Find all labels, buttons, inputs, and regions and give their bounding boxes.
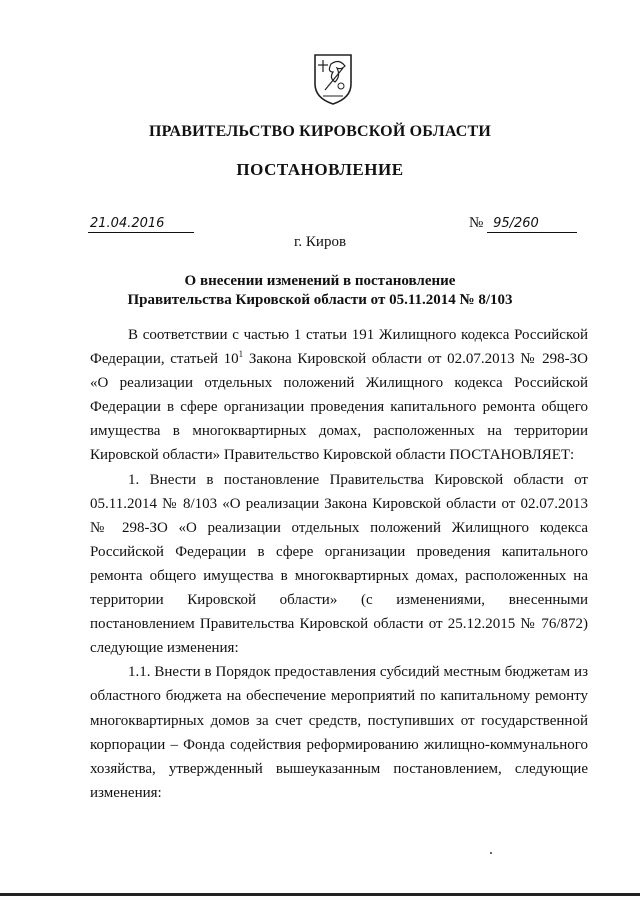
paragraph-3: 1.1. Внести в Порядок предоставления субсидий местным бюджетам из областного бюджета на обеспечение мероприятий по капитальному ремонту многоквартирных домов за счет средств, поступивших от государственной корпорации – Фонда содействия реформированию жилищно-коммунального хозяйства, утвержденный вышеуказанным постановлением, следующие изменения: bbox=[90, 664, 588, 801]
document-type: ПОСТАНОВЛЕНИЕ bbox=[236, 160, 404, 179]
superscript: 1 bbox=[238, 349, 244, 360]
organization-name: ПРАВИТЕЛЬСТВО КИРОВСКОЙ ОБЛАСТИ bbox=[148, 123, 492, 140]
number-sign: № bbox=[469, 215, 484, 231]
document-number-field bbox=[469, 215, 577, 233]
paragraph-2: 1. Внести в постановление Правительства Кировской области от 05.11.2014 № 8/103 «О реализации Закона Кировской области от 02.07.2013 № 298-ЗО «О реализации отдельных положений Жилищного кодекса Российской Федерации в сфере организации проведения капитального ремонта общего имущества в многоквартирных домах, расположенных на территории Кировской области» (с изменениями, внесенными постановлением Правительства Кировской области от 25.12.2015 № 76/872) следующие изменения: bbox=[90, 471, 588, 657]
document-body bbox=[90, 323, 588, 805]
document-title bbox=[0, 272, 640, 310]
paragraph-1 bbox=[90, 323, 588, 468]
paragraph-1-text-a: В соответствии с частью 1 статьи 191 Жилищного кодекса Российской Федерации, статьей 10 bbox=[90, 327, 588, 368]
document-number: 95/260 bbox=[487, 216, 577, 233]
scan-speck bbox=[490, 852, 492, 854]
paragraph-1-text-b: Закона Кировской области от 02.07.2013 № 298-ЗО «О реализации отдельных положений Жилищного кодекса Российской Федерации в сфере организации проведения капитального ремонта общего имущества в многоквартирных домах, расположенных на территории Кировской области» Правительство Кировской области ПОСТАНОВЛЯЕТ: bbox=[90, 351, 588, 464]
title-line-1: О внесении изменений в постановление bbox=[184, 273, 456, 289]
coat-of-arms-icon bbox=[311, 52, 355, 106]
document-date: 21.04.2016 bbox=[88, 216, 194, 233]
title-line-2: Правительства Кировской области от 05.11.2014 № 8/103 bbox=[127, 292, 513, 308]
city-name: г. Киров bbox=[293, 234, 347, 250]
bottom-border bbox=[0, 893, 640, 896]
